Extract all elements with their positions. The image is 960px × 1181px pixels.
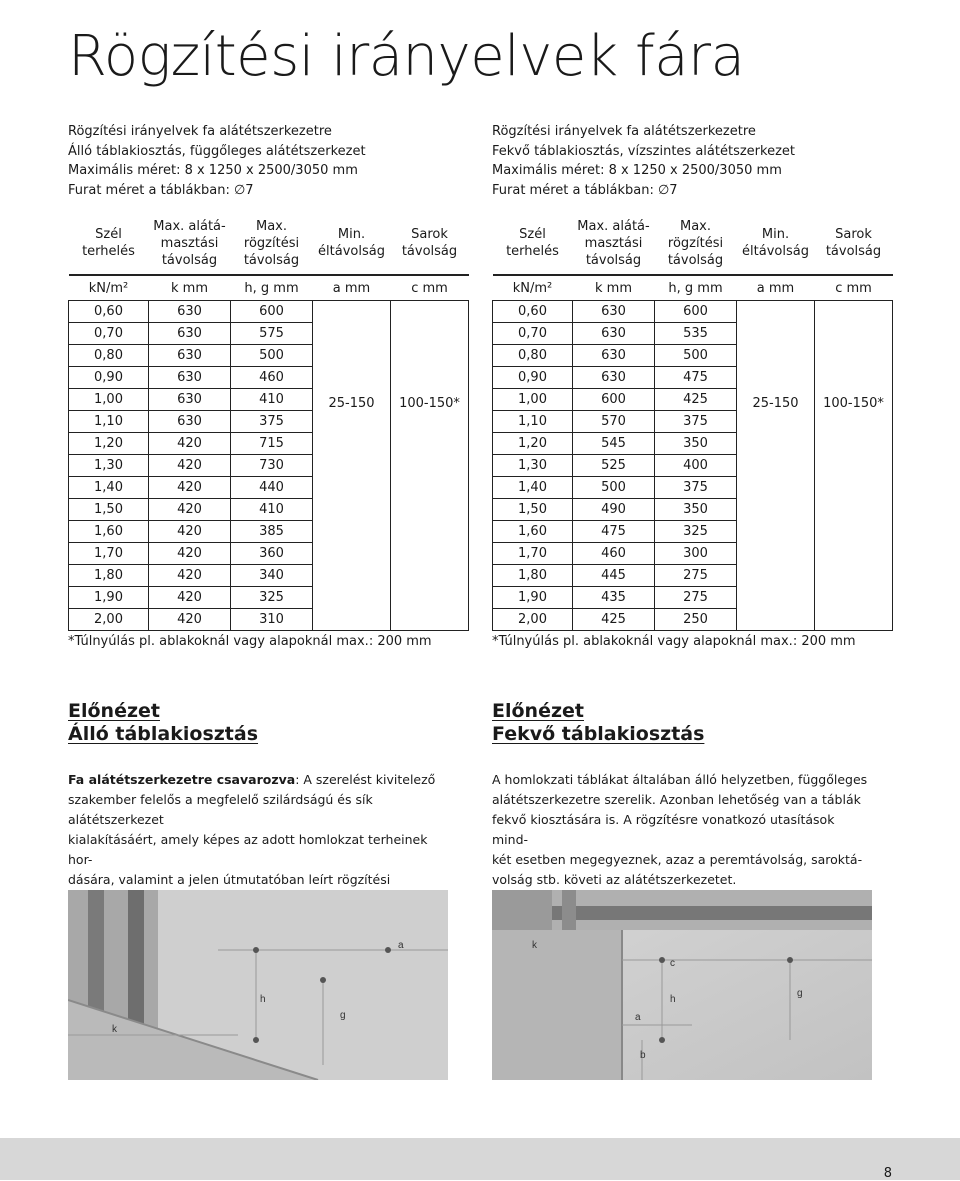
left-table-cell: 460: [231, 367, 313, 389]
left-table-cell: 1,80: [69, 565, 149, 587]
left-unit-cell: a mm: [313, 275, 391, 301]
left-table-cell: 630: [149, 411, 231, 433]
right-body-line: fekvő kiosztására is. A rögzítésre vonatkozó utasítások mind-: [492, 812, 835, 847]
left-table-cell: 0,90: [69, 367, 149, 389]
left-table-cell: 1,40: [69, 477, 149, 499]
left-header-line: Max.: [255, 218, 287, 234]
left-body-line: szakember felelős a megfelelő szilárdságú és sík alátétszerkezet: [68, 792, 373, 827]
left-info-line: Furat méret a táblákban: ∅7: [68, 182, 254, 198]
right-table-cell: 1,30: [493, 455, 573, 477]
right-header-line: Szél: [519, 227, 546, 242]
right-header-line: távolság: [667, 252, 724, 268]
left-table-cell: 630: [149, 345, 231, 367]
right-table-cell: 275: [655, 565, 737, 587]
left-table-cell: 1,30: [69, 455, 149, 477]
left-table-cell: 715: [231, 433, 313, 455]
footer-band: [0, 1138, 960, 1180]
right-header-cell: [815, 212, 893, 275]
left-header-line: Sarok: [411, 227, 448, 242]
photo-label-a: a: [635, 1012, 641, 1023]
left-table-cell: 730: [231, 455, 313, 477]
photo-label-k: k: [112, 1024, 117, 1035]
left-info-line: Maximális méret: 8 x 1250 x 2500/3050 mm: [68, 163, 358, 178]
left-body-text: : A szerelést kivitelező: [295, 772, 436, 787]
right-table-cell: 250: [655, 609, 737, 631]
right-info-line: Furat méret a táblákban: ∅7: [492, 182, 678, 198]
left-table-cell: 325: [231, 587, 313, 609]
right-table-cell: 0,70: [493, 323, 573, 345]
left-header-line: Min.: [337, 227, 366, 242]
left-header-line: terhelés: [82, 244, 135, 259]
left-header-cell: [149, 212, 231, 275]
right-unit-cell: c mm: [815, 275, 893, 301]
right-min-edge: 25-150: [752, 396, 799, 411]
right-info-line: Maximális méret: 8 x 1250 x 2500/3050 mm: [492, 163, 782, 178]
vertical-layout-diagram: [68, 890, 448, 1080]
right-header-line: Sarok: [835, 227, 872, 242]
left-table-cell: 630: [149, 323, 231, 345]
right-table-cell: 1,70: [493, 543, 573, 565]
left-corner-cell: [391, 301, 469, 631]
left-table-cell: 630: [149, 389, 231, 411]
right-table-cell: 630: [573, 367, 655, 389]
right-header-line: távolság: [825, 244, 882, 259]
right-body-line: A homlokzati táblákat általában álló helyzetben, függőleges: [492, 772, 868, 787]
left-table-cell: 2,00: [69, 609, 149, 631]
left-table-cell: 310: [231, 609, 313, 631]
right-table-cell: 0,90: [493, 367, 573, 389]
right-info-line: Rögzítési irányelvek fa alátétszerkezetre: [492, 124, 756, 139]
left-table-cell: 420: [149, 565, 231, 587]
page-title: Rögzítési irányelvek fára: [68, 24, 745, 89]
photo-label-a: a: [398, 940, 404, 951]
right-section-title-line: Fekvő táblakiosztás: [492, 723, 705, 745]
left-section-title: [68, 700, 258, 746]
right-table-cell: 425: [573, 609, 655, 631]
right-table-cell: 630: [573, 345, 655, 367]
right-table-cell: 375: [655, 477, 737, 499]
right-header-line: terhelés: [506, 244, 559, 259]
left-header-line: rögzítési: [243, 235, 300, 251]
page-number: 8: [883, 1166, 892, 1181]
photo-label-b: b: [640, 1050, 646, 1061]
right-table-cell: 325: [655, 521, 737, 543]
left-table-cell: 630: [149, 367, 231, 389]
right-footnote: *Túlnyúlás pl. ablakoknál vagy alapoknál max.: 200 mm: [492, 634, 856, 649]
right-section-title: [492, 700, 704, 746]
left-table-row: [69, 301, 469, 323]
right-table-cell: 570: [573, 411, 655, 433]
right-header-cell: [573, 212, 655, 275]
left-table-cell: 0,80: [69, 345, 149, 367]
left-table-cell: 420: [149, 499, 231, 521]
right-table-cell: 1,90: [493, 587, 573, 609]
right-body-line: volság stb. követi az alátétszerkezetet.: [492, 872, 737, 887]
right-header-line: Max. alátá-: [577, 218, 650, 234]
right-header-line: éltávolság: [742, 244, 809, 259]
left-table-cell: 1,60: [69, 521, 149, 543]
photo-label-g: g: [797, 988, 803, 999]
left-table-cell: 420: [149, 587, 231, 609]
right-header-cell: [655, 212, 737, 275]
left-unit-cell: k mm: [149, 275, 231, 301]
right-table-cell: 0,80: [493, 345, 573, 367]
photo-label-h: h: [260, 994, 266, 1005]
horizontal-layout-diagram: [492, 890, 872, 1080]
right-table-cell: 1,10: [493, 411, 573, 433]
right-table-cell: 435: [573, 587, 655, 609]
left-table-cell: 1,00: [69, 389, 149, 411]
right-header-line: távolság: [585, 252, 642, 268]
right-body-line: két esetben megegyeznek, azaz a peremtávolság, saroktá-: [492, 852, 863, 867]
left-table-cell: 375: [231, 411, 313, 433]
right-spec-table: [492, 212, 893, 631]
left-table-cell: 340: [231, 565, 313, 587]
right-preview-photo: [492, 890, 872, 1080]
left-table-cell: 410: [231, 499, 313, 521]
left-body-line: kialakításáért, amely képes az adott homlokzat terheinek hor-: [68, 832, 428, 867]
left-preview-photo: [68, 890, 448, 1080]
right-header-line: rögzítési: [667, 235, 724, 251]
left-info-line: Rögzítési irányelvek fa alátétszerkezetre: [68, 124, 332, 139]
right-unit-cell: k mm: [573, 275, 655, 301]
right-table-cell: 535: [655, 323, 737, 345]
right-corner: 100-150*: [823, 396, 884, 411]
left-table-cell: 1,10: [69, 411, 149, 433]
left-info-block: [68, 122, 366, 200]
left-table-cell: 500: [231, 345, 313, 367]
left-unit-cell: c mm: [391, 275, 469, 301]
right-table-cell: 400: [655, 455, 737, 477]
left-table-cell: 420: [149, 543, 231, 565]
left-header-line: távolság: [243, 252, 300, 268]
right-table-cell: 545: [573, 433, 655, 455]
right-header-line: masztási: [584, 235, 643, 251]
left-table-cell: 0,70: [69, 323, 149, 345]
right-table-cell: 630: [573, 323, 655, 345]
left-table-cell: 420: [149, 609, 231, 631]
right-header-cell: [737, 212, 815, 275]
left-header-cell: [313, 212, 391, 275]
left-header-cell: [69, 212, 149, 275]
left-header-line: Szél: [95, 227, 122, 242]
left-table-cell: 410: [231, 389, 313, 411]
right-header-line: Min.: [761, 227, 790, 242]
right-table-cell: 1,40: [493, 477, 573, 499]
left-table-cell: 360: [231, 543, 313, 565]
left-header-line: távolság: [161, 252, 218, 268]
right-table-cell: 1,50: [493, 499, 573, 521]
right-header-cell: [493, 212, 573, 275]
left-table-cell: 420: [149, 455, 231, 477]
right-table-cell: 475: [573, 521, 655, 543]
left-table-cell: 575: [231, 323, 313, 345]
left-body-line: [68, 770, 448, 790]
right-table-cell: 1,80: [493, 565, 573, 587]
right-unit-cell: kN/m²: [493, 275, 573, 301]
left-spec-table: [68, 212, 469, 631]
left-table-cell: 1,70: [69, 543, 149, 565]
left-body-line: dására, valamint a jelen útmutatóban leírt rögzítési: [68, 872, 391, 887]
left-table-cell: 630: [149, 301, 231, 323]
right-header-line: Max.: [679, 218, 711, 234]
right-table-cell: 375: [655, 411, 737, 433]
right-corner-cell: [815, 301, 893, 631]
right-table-cell: 1,00: [493, 389, 573, 411]
right-table-cell: 475: [655, 367, 737, 389]
left-header-cell: [231, 212, 313, 275]
left-section-title-line: Előnézet: [68, 700, 160, 722]
right-table-cell: 445: [573, 565, 655, 587]
photo-label-h: h: [670, 994, 676, 1005]
right-table-cell: 425: [655, 389, 737, 411]
right-table-cell: 1,60: [493, 521, 573, 543]
right-table-cell: 0,60: [493, 301, 573, 323]
left-table-cell: 600: [231, 301, 313, 323]
right-unit-cell: h, g mm: [655, 275, 737, 301]
left-info-line: Álló táblakiosztás, függőleges alátétszerkezet: [68, 143, 366, 159]
left-body-bold: Fa alátétszerkezetre csavarozva: [68, 772, 296, 787]
right-table-cell: 350: [655, 433, 737, 455]
left-table-cell: 0,60: [69, 301, 149, 323]
left-table-cell: 420: [149, 521, 231, 543]
right-table-cell: 350: [655, 499, 737, 521]
right-unit-cell: a mm: [737, 275, 815, 301]
right-info-line: Fekvő táblakiosztás, vízszintes alátétszerkezet: [492, 143, 795, 159]
left-section-title-line: Álló táblakiosztás: [68, 723, 259, 745]
right-min-edge-cell: [737, 301, 815, 631]
photo-label-g: g: [340, 1010, 346, 1021]
left-header-line: masztási: [160, 235, 219, 251]
right-table-cell: 630: [573, 301, 655, 323]
right-info-block: [492, 122, 795, 200]
right-table-cell: 490: [573, 499, 655, 521]
right-table-cell: 500: [573, 477, 655, 499]
left-unit-cell: h, g mm: [231, 275, 313, 301]
right-body-line: alátétszerkezetre szerelik. Azonban lehetőség van a táblák: [492, 792, 861, 807]
right-table-cell: 600: [573, 389, 655, 411]
left-corner: 100-150*: [399, 396, 460, 411]
left-unit-cell: kN/m²: [69, 275, 149, 301]
left-min-edge: 25-150: [328, 396, 375, 411]
left-table-cell: 1,90: [69, 587, 149, 609]
right-table-row: [493, 301, 893, 323]
right-table-cell: 600: [655, 301, 737, 323]
left-table-cell: 1,50: [69, 499, 149, 521]
right-table-cell: 525: [573, 455, 655, 477]
right-section-body: [492, 770, 872, 890]
right-table-cell: 275: [655, 587, 737, 609]
left-footnote: *Túlnyúlás pl. ablakoknál vagy alapoknál max.: 200 mm: [68, 634, 432, 649]
right-table-cell: 500: [655, 345, 737, 367]
left-table-cell: 420: [149, 433, 231, 455]
left-table-cell: 1,20: [69, 433, 149, 455]
left-header-cell: [391, 212, 469, 275]
left-header-line: Max. alátá-: [153, 218, 226, 234]
photo-label-k: k: [532, 940, 537, 951]
right-table-cell: 2,00: [493, 609, 573, 631]
left-table-cell: 385: [231, 521, 313, 543]
left-table-cell: 440: [231, 477, 313, 499]
left-min-edge-cell: [313, 301, 391, 631]
right-table-cell: 300: [655, 543, 737, 565]
photo-label-c: c: [670, 958, 675, 969]
right-table-cell: 460: [573, 543, 655, 565]
left-header-line: távolság: [401, 244, 458, 259]
left-table-cell: 420: [149, 477, 231, 499]
left-header-line: éltávolság: [318, 244, 385, 259]
right-section-title-line: Előnézet: [492, 700, 584, 722]
right-table-cell: 1,20: [493, 433, 573, 455]
